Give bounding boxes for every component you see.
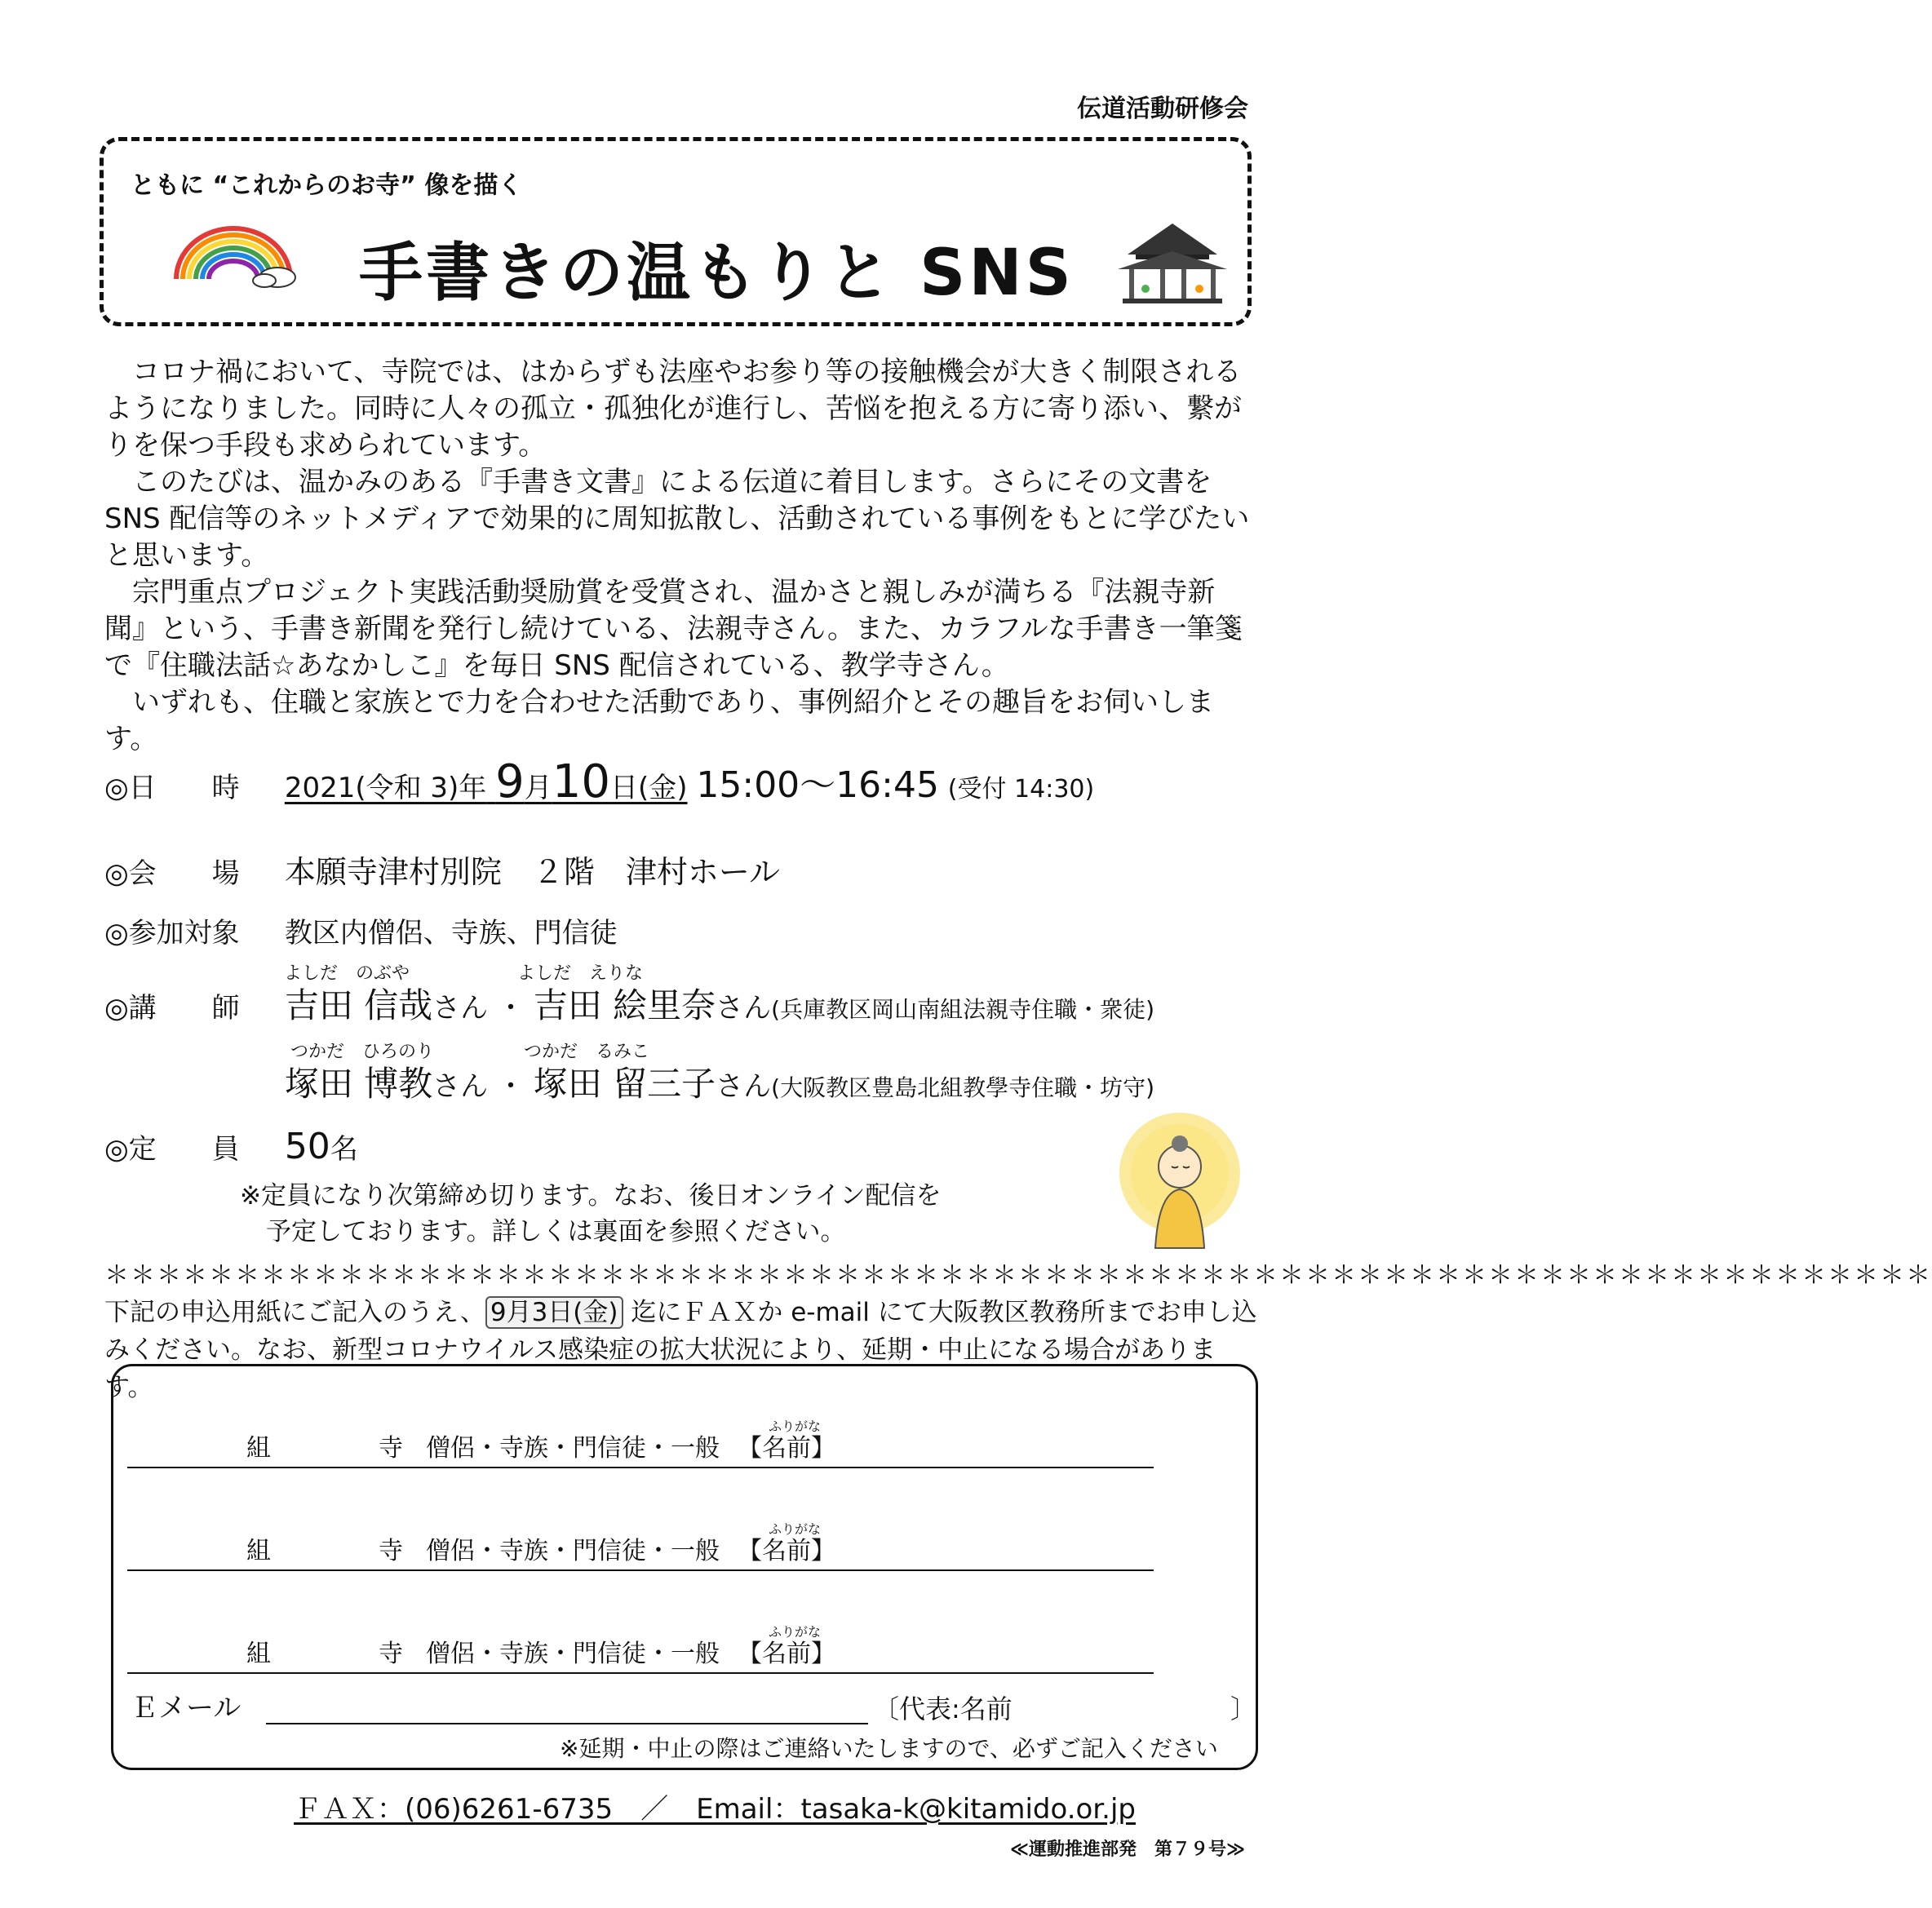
form-row[interactable] xyxy=(127,1519,1154,1571)
lecturer-name: 塚田 留三子 xyxy=(533,1064,716,1104)
issue-footer: ≪運動推進部発 第７９号≫ xyxy=(1010,1839,1246,1860)
date-row xyxy=(104,755,1094,808)
kumi-label: 組 xyxy=(246,1434,271,1463)
representative-name-label: 〔代表:名前 xyxy=(873,1693,1013,1724)
date-value xyxy=(284,755,688,808)
reception-time: (受付 14:30) xyxy=(947,775,1095,803)
subtitle: ともに “これからのお寺” 像を描く xyxy=(131,171,523,200)
category-options[interactable]: 僧侶・寺族・門信徒・一般 xyxy=(426,1640,720,1668)
category-options[interactable]: 僧侶・寺族・門信徒・一般 xyxy=(426,1537,720,1565)
form-row[interactable] xyxy=(127,1416,1154,1468)
venue-value: 本願寺津村別院 ２階 津村ホール xyxy=(284,854,781,890)
lecturer1-ruby: よしだ のぶや よしだ えりな xyxy=(284,963,644,984)
category-options[interactable]: 僧侶・寺族・門信徒・一般 xyxy=(426,1434,720,1463)
venue-label: ◎会 場 xyxy=(104,857,240,890)
furigana-label: ふりがな xyxy=(769,1624,822,1640)
kumi-label: 組 xyxy=(246,1640,271,1668)
capacity-label: ◎定 員 xyxy=(104,1133,240,1166)
lecturer-row-1 xyxy=(104,979,1154,1028)
deadline-highlight: 9月3日(金) xyxy=(485,1296,623,1329)
name-label: 【名前】 xyxy=(738,1537,835,1565)
name-label: 【名前】 xyxy=(738,1434,835,1463)
capacity-value: 50 xyxy=(284,1126,330,1167)
intro-paragraph: このたびは、温かみのある『手書き文書』による伝道に着目します。さらにその文書を SNS 配信等のネットメディアで効果的に周知拡散し、活動されている事例をもとに学びたいと思います。 xyxy=(104,466,1250,572)
date-month: 9 xyxy=(495,755,525,808)
intro-paragraph: いずれも、住職と家族とで力を合わせた活動であり、事例紹介とその趣旨をお伺いします。 xyxy=(104,686,1214,755)
lecturer-affiliation: (兵庫教区岡山南組法親寺住職・衆徒) xyxy=(771,996,1155,1023)
intro-paragraph: コロナ禍において、寺院では、はからずも法座やお参り等の接触機会が大きく制限されるようになりました。同時に人々の孤立・孤独化が進行し、苦悩を抱える方に寄り添い、繋がりを保つ手段も求められています。 xyxy=(104,356,1242,462)
kumi-label: 組 xyxy=(246,1537,271,1565)
lecturer2-ruby: つかだ ひろのり つかだ るみこ xyxy=(290,1042,650,1062)
notice-pre: 下記の申込用紙にご記入のうえ、 xyxy=(104,1298,485,1327)
separator: ・ xyxy=(496,992,525,1025)
form-row[interactable] xyxy=(127,1622,1154,1674)
date-label: ◎日 時 xyxy=(104,772,240,804)
lecturer-name: 吉田 絵里奈 xyxy=(533,985,716,1025)
honorific: さん xyxy=(432,992,489,1025)
target-label: ◎参加対象 xyxy=(104,917,240,950)
notice-post: 迄にＦＡＸか e-mail にて大阪教区教務所までお申し込みください。なお、新型コロナウイルス感染症の拡大状況により、延期・中止になる場合があります。 xyxy=(104,1298,1257,1402)
main-title: 手書きの温もりと SNS xyxy=(359,237,1075,310)
intro-paragraph: 宗門重点プロジェクト実践活動奨励賞を受賞され、温かさと親しみが満ちる『法親寺新聞』という、手書き新聞を発行し続けている、法親寺さん。また、カラフルな手書き一筆箋で『住職法話☆あなかしこ』を毎日 SNS 配信されている、教学寺さん。 xyxy=(104,576,1243,682)
buddha-illustration-icon xyxy=(1108,1111,1252,1250)
date-year: 2021(令和 3)年 xyxy=(284,772,487,804)
lecturer-affiliation: (大阪教区豊島北組教學寺住職・坊守) xyxy=(771,1074,1155,1101)
capacity-note-1: ※定員になり次第締め切ります。なお、後日オンライン配信を xyxy=(240,1181,942,1211)
organizer-label: 伝道活動研修会 xyxy=(1077,95,1248,123)
venue-row xyxy=(104,847,780,892)
intro-text xyxy=(104,354,1256,758)
capacity-note-2: 予定しております。詳しくは裏面を参照ください。 xyxy=(266,1217,846,1246)
name-label: 【名前】 xyxy=(738,1640,835,1668)
email-label: Ｅメール xyxy=(131,1692,242,1724)
separator-stars: ＊＊＊＊＊＊＊＊＊＊＊＊＊＊＊＊＊＊＊＊＊＊＊＊＊＊＊＊＊＊＊＊＊＊＊＊＊＊＊＊＊＊＊＊＊＊＊＊＊＊＊＊＊＊＊＊＊＊＊＊＊＊＊＊＊＊＊＊＊＊ xyxy=(104,1261,1932,1290)
lecturer-name: 塚田 博教 xyxy=(284,1064,433,1104)
date-day-unit: 日(金) xyxy=(610,772,688,804)
capacity-unit: 名 xyxy=(330,1133,358,1166)
furigana-label: ふりがな xyxy=(769,1419,822,1434)
tera-label: 寺 xyxy=(379,1434,403,1463)
honorific: さん xyxy=(716,992,772,1025)
time-value: 15:00～16:45 xyxy=(696,764,939,806)
tera-label: 寺 xyxy=(379,1537,403,1565)
lecturer-row-2 xyxy=(104,1057,1154,1106)
honorific: さん xyxy=(716,1070,772,1103)
capacity-row xyxy=(104,1126,358,1167)
lecturer-label: ◎講 師 xyxy=(104,992,240,1025)
form-note: ※延期・中止の際はご連絡いたしますので、必ずご記入ください xyxy=(560,1735,1218,1762)
separator: ・ xyxy=(496,1070,525,1103)
furigana-label: ふりがな xyxy=(769,1521,822,1537)
representative-bracket-close: 〕 xyxy=(1230,1693,1257,1724)
date-month-unit: 月 xyxy=(524,772,552,804)
target-row xyxy=(104,910,618,950)
honorific: さん xyxy=(432,1070,489,1103)
email-input[interactable] xyxy=(266,1723,868,1724)
tera-label: 寺 xyxy=(379,1640,403,1668)
target-value: 教区内僧侶、寺族、門信徒 xyxy=(284,917,618,950)
rainbow-icon xyxy=(168,219,299,287)
temple-icon xyxy=(1111,219,1234,307)
date-day: 10 xyxy=(552,755,611,808)
lecturer-name: 吉田 信哉 xyxy=(284,985,433,1025)
contact-info: ＦＡＸ：(06)6261-6735 ／ Email：tasaka-k@kitamido.or.jp xyxy=(294,1793,1137,1826)
